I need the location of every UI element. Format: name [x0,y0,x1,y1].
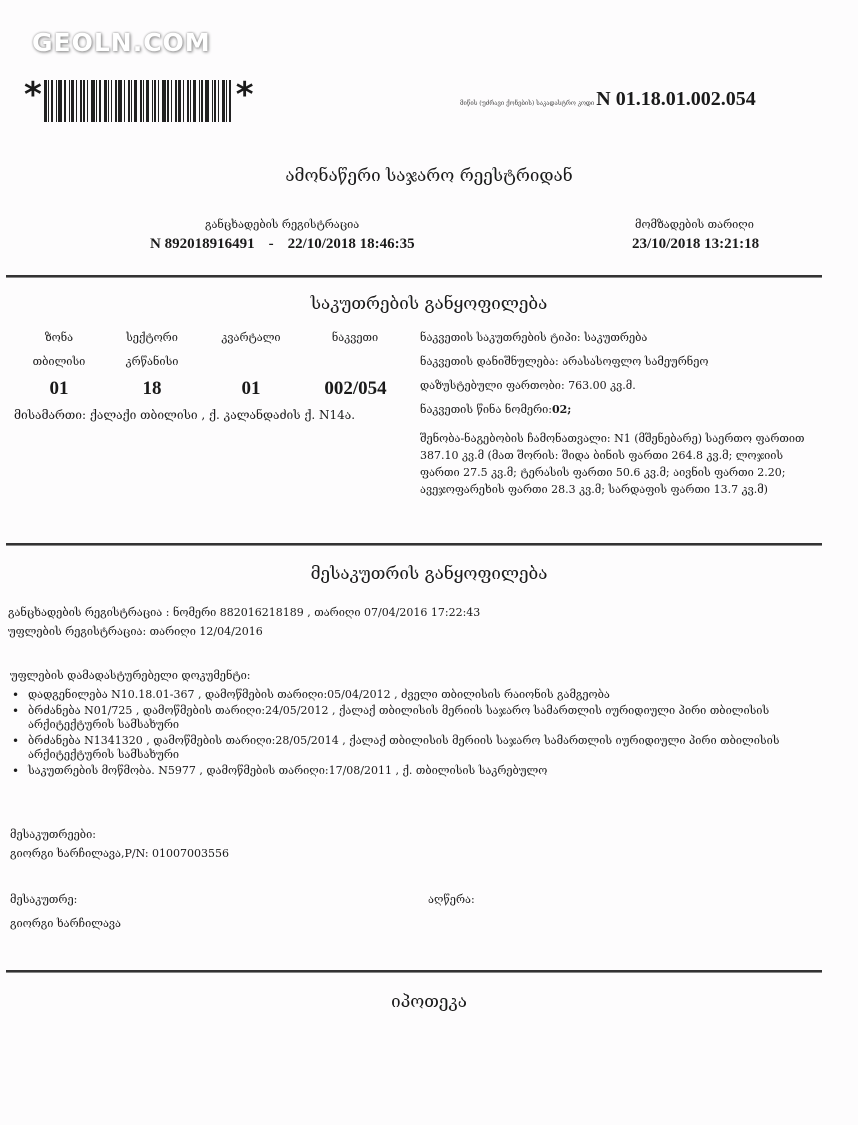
previous-number-label: ნაკვეთის წინა ნომერი: [420,403,552,416]
barcode-bar [118,80,122,122]
watermark: GEOLN.COM [32,28,211,57]
barcode-bar [162,80,166,122]
barcode-bar [193,80,196,122]
application-datetime: 22/10/2018 18:46:35 [287,236,415,252]
buildings-list: შენობა-ნაგებობის ჩამონათვალი: N1 (მშენებარე) საერთო ფართით 387.10 კვ.მ (მათ შორის: შიდა ბინის ფართი 264.8 კვ.მ; ლოჯიის ფართი 27.5 კვ.მ; ტერასის ფართი 50.6 კვ.მ; აივნის ფართი 2.20; ავეჯოფარეხის ფართი 28.3 კვ.მ; სარდაფის ფართი 13.7 კვ.მ) [420,432,805,496]
barcode-bar [51,80,53,122]
barcode-bar [190,80,191,122]
parcel-value: 002/054 [324,378,387,399]
barcode-bar [226,80,227,122]
previous-number-value: 02; [552,403,572,416]
barcode-bar [104,80,107,122]
property-section-title: საკუთრების განყოფილება [310,294,548,314]
barcode-bar [111,80,112,122]
ownership-type: ნაკვეთის საკუთრების ტიპი: საკუთრება [420,331,648,344]
barcode-bar [140,80,142,122]
barcode-bar [128,80,130,122]
barcode-bar [48,80,49,122]
divider [6,970,822,972]
parcel-label: ნაკვეთი [331,331,379,344]
sector-value: 18 [142,378,162,399]
barcode-bar [115,80,117,122]
barcode-bar [187,80,189,122]
rights-registration-line: უფლების რეგისტრაცია: თარიღი 12/04/2016 [8,625,263,638]
barcode-bars [44,80,234,122]
barcode-bar [178,80,181,122]
zone-name: თბილისი [32,355,86,368]
barcode-bar [108,80,109,122]
document-item: • დადგენილება N10.18.01-367 , დამოწმების თარიღი:05/04/2012 , ძველი თბილისის რაიონის გამგეობა [28,688,818,702]
parcel-purpose: ნაკვეთის დანიშნულება: არასასოფლო სამეურნეო [420,355,709,368]
barcode-bar [76,80,77,122]
mortgage-section-title: იპოთეკა [391,992,467,1012]
barcode-bar [199,80,200,122]
barcode-start: * [24,75,42,115]
barcode-bar [131,80,132,122]
barcode-bar [146,80,149,122]
barcode-bar [171,80,172,122]
divider [6,275,822,277]
quarter-value: 01 [241,378,261,399]
barcode-bar [44,80,47,122]
quarter-label: კვარტალი [221,331,281,344]
barcode-bar [124,80,125,122]
barcode-bar [218,80,219,122]
barcode-bar [143,80,144,122]
divider [6,543,822,545]
barcode-bar [99,80,101,122]
declared-area: დაზუსტებული ფართობი: 763.00 კვ.მ. [420,379,636,392]
barcode-bar [69,80,70,122]
sector-label: სექტორი [126,331,178,344]
barcode-bar [96,80,97,122]
barcode-bar [83,80,85,122]
barcode-bar [71,80,74,122]
document-title: ამონაწერი საჯარო რეესტრიდან [285,166,573,186]
barcode-bar [56,80,57,122]
application-label: განცხადების რეგისტრაცია [205,218,360,231]
application-separator: - [268,236,274,252]
owner-section-title: მესაკუთრის განყოფილება [310,564,548,584]
cadastral-code-block [460,88,756,111]
barcode-bar [167,80,169,122]
owner-application-line: განცხადების რეგისტრაცია : ნომერი 882016218189 , თარიღი 07/04/2016 17:22:43 [8,606,481,619]
sector-name: კრწანისი [125,355,179,368]
document-item: • საკუთრების მოწმობა. N5977 , დამოწმების თარიღი:17/08/2011 , ქ. თბილისის საკრებულო [28,764,818,778]
barcode-bar [87,80,88,122]
prepared-datetime: 23/10/2018 13:21:18 [632,236,760,252]
barcode-bar [175,80,177,122]
property-address: მისამართი: ქალაქი თბილისი , ქ. კალანდაძის ქ. N14ა. [14,408,356,422]
barcode-bar [229,80,231,122]
owner-label: მესაკუთრე: [10,893,78,906]
owners-value: გიორგი ხარჩილავა,P/N: 01007003556 [10,847,230,860]
barcode-bar [212,80,213,122]
barcode-bar [64,80,66,122]
zone-label: ზონა [44,331,74,344]
barcode-bar [58,80,62,122]
barcode [24,75,254,122]
cadastral-code: N 01.18.01.002.054 [596,88,756,110]
zone-value: 01 [49,378,69,399]
barcode-bar [183,80,184,122]
application-number: N 892018916491 [150,236,255,252]
barcode-bar [158,80,159,122]
barcode-bar [201,80,203,122]
documents-list [10,688,818,780]
barcode-bar [154,80,156,122]
barcode-bar [134,80,137,122]
barcode-bar [222,80,225,122]
barcode-end: * [235,75,254,115]
barcode-bar [205,80,209,122]
barcode-bar [91,80,95,122]
cadastral-code-label: მიწის (უძრავი ქონების) საკადასტრო კოდი [460,100,595,107]
previous-number [420,403,571,416]
barcode-bar [214,80,216,122]
description-label: აღწერა: [428,893,475,906]
application-info [150,236,415,253]
document-item: • ბრძანება N1341320 , დამოწმების თარიღი:28/05/2014 , ქალაქ თბილისის მერიის საჯარო სამართლის იურიდიული პირი თბილისის არქიტექტურის სამსახური [28,734,818,762]
barcode-bar [80,80,82,122]
barcode-bar [152,80,153,122]
owner-value: გიორგი ხარჩილავა [10,917,121,930]
owners-label: მესაკუთრეები: [10,828,96,841]
document-item: • ბრძანება N01/725 , დამოწმების თარიღი:24/05/2012 , ქალაქ თბილისის მერიის საჯარო სამართლის იურიდიული პირი თბილისის არქიტექტურის სამსახური [28,704,818,732]
prepared-label: მომზადების თარიღი [635,218,754,231]
documents-label: უფლების დამადასტურებელი დოკუმენტი: [10,669,251,682]
